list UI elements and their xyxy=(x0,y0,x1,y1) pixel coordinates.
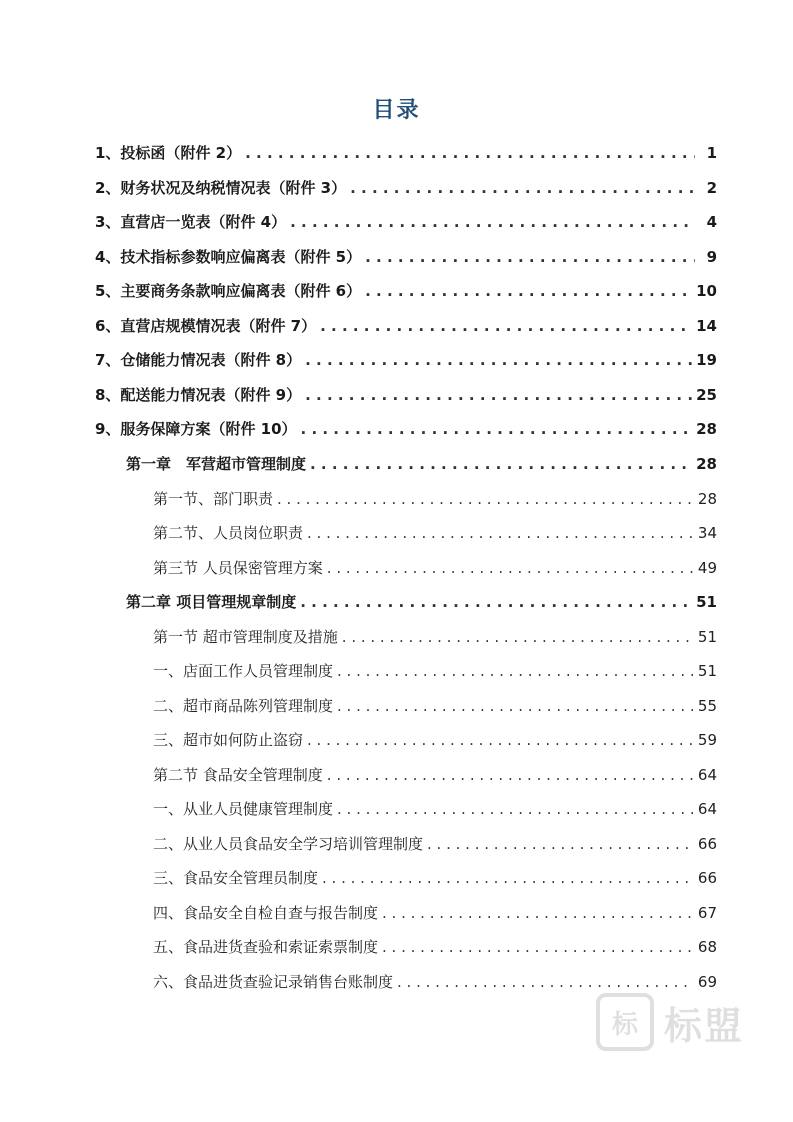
dot-leader xyxy=(327,766,694,784)
dot-leader xyxy=(337,697,694,715)
toc-entry-page: 66 xyxy=(697,835,717,853)
dot-leader xyxy=(305,351,692,369)
toc-entry-label: 六、食品进货查验记录销售台账制度 xyxy=(153,973,394,991)
toc-section[interactable] xyxy=(153,695,717,719)
toc-entry-page: 10 xyxy=(696,282,717,300)
dot-leader xyxy=(327,559,694,577)
toc-entry-page: 68 xyxy=(697,938,717,956)
toc-entry-label: 4、技术指标参数响应偏离表（附件 5） xyxy=(95,248,362,266)
toc-section[interactable] xyxy=(153,936,717,960)
toc-entry-label: 7、仓储能力情况表（附件 8） xyxy=(95,351,302,369)
toc-entry-page: 59 xyxy=(697,731,717,749)
toc-entry[interactable] xyxy=(95,142,717,166)
toc-entry[interactable] xyxy=(95,246,717,270)
toc-entry[interactable] xyxy=(95,384,717,408)
dot-leader xyxy=(350,179,695,197)
toc-entry-label: 一、店面工作人员管理制度 xyxy=(153,662,334,680)
toc-entry-label: 8、配送能力情况表（附件 9） xyxy=(95,386,302,404)
toc-entry-label: 第二节、人员岗位职责 xyxy=(153,524,304,542)
toc-entry-page: 28 xyxy=(696,455,717,473)
dot-leader xyxy=(365,282,692,300)
dot-leader xyxy=(382,904,694,922)
toc-entry-page: 55 xyxy=(697,697,717,715)
toc-entry-label: 三、食品安全管理员制度 xyxy=(153,869,319,887)
toc-entry-label: 二、超市商品陈列管理制度 xyxy=(153,697,334,715)
toc-section[interactable] xyxy=(153,833,717,857)
toc-entry[interactable] xyxy=(95,211,717,235)
toc-section[interactable] xyxy=(153,522,717,546)
toc-entry-label: 第三节 人员保密管理方案 xyxy=(153,559,323,577)
toc-entry-label: 6、直营店规模情况表（附件 7） xyxy=(95,317,317,335)
dot-leader xyxy=(427,835,694,853)
toc-section[interactable] xyxy=(153,557,717,581)
toc-entry-label: 第一章 军营超市管理制度 xyxy=(126,455,307,473)
toc-section[interactable] xyxy=(153,729,717,753)
dot-leader xyxy=(307,731,694,749)
toc-entry-label: 2、财务状况及纳税情况表（附件 3） xyxy=(95,179,347,197)
watermark-text: 标盟 xyxy=(664,1003,745,1048)
dot-leader xyxy=(277,490,694,508)
toc-entry[interactable] xyxy=(95,349,717,373)
toc-entry-label: 五、食品进货查验和索证索票制度 xyxy=(153,938,379,956)
toc-entry[interactable] xyxy=(95,177,717,201)
toc-entry-label: 第一节、部门职责 xyxy=(153,490,274,508)
toc-entry-page: 1 xyxy=(706,144,717,162)
toc-chapter[interactable] xyxy=(126,453,717,477)
dot-leader xyxy=(290,213,695,231)
dot-leader xyxy=(307,524,694,542)
dot-leader xyxy=(397,973,694,991)
toc-entry-page: 2 xyxy=(706,179,717,197)
toc-section[interactable] xyxy=(153,764,717,788)
toc-entry-page: 51 xyxy=(697,662,717,680)
dot-leader xyxy=(300,593,692,611)
toc-entry-label: 四、食品安全自检自查与报告制度 xyxy=(153,904,379,922)
toc-entry-page: 4 xyxy=(706,213,717,231)
toc-section[interactable] xyxy=(153,798,717,822)
watermark-icon: 标 xyxy=(596,993,654,1051)
toc-entry-page: 51 xyxy=(696,593,717,611)
dot-leader xyxy=(342,628,694,646)
toc-entry-page: 51 xyxy=(697,628,717,646)
dot-leader xyxy=(320,317,692,335)
toc-chapter[interactable] xyxy=(126,591,717,615)
toc-section[interactable] xyxy=(153,902,717,926)
toc-entry-page: 49 xyxy=(697,559,717,577)
toc-entry-label: 1、投标函（附件 2） xyxy=(95,144,242,162)
toc-entry-label: 第一节 超市管理制度及措施 xyxy=(153,628,338,646)
toc-entry-page: 19 xyxy=(696,351,717,369)
toc-entry-page: 67 xyxy=(697,904,717,922)
toc-entry-page: 25 xyxy=(696,386,717,404)
toc-section[interactable] xyxy=(153,626,717,650)
toc-entry-page: 64 xyxy=(697,766,717,784)
toc-entry-label: 5、主要商务条款响应偏离表（附件 6） xyxy=(95,282,362,300)
toc-entry[interactable] xyxy=(95,280,717,304)
toc-entry-page: 69 xyxy=(697,973,717,991)
toc-entry-label: 第二节 食品安全管理制度 xyxy=(153,766,323,784)
toc-entry-page: 28 xyxy=(697,490,717,508)
dot-leader xyxy=(310,455,692,473)
dot-leader xyxy=(305,386,692,404)
toc-entry[interactable] xyxy=(95,315,717,339)
dot-leader xyxy=(365,248,695,266)
toc-entry-label: 3、直营店一览表（附件 4） xyxy=(95,213,287,231)
toc-entry[interactable] xyxy=(95,418,717,442)
toc-section[interactable] xyxy=(153,488,717,512)
dot-leader xyxy=(301,420,693,438)
toc-entry-page: 34 xyxy=(697,524,717,542)
watermark-logo xyxy=(596,990,766,1054)
toc-entry-label: 一、从业人员健康管理制度 xyxy=(153,800,334,818)
toc-entry-page: 14 xyxy=(696,317,717,335)
toc-section[interactable] xyxy=(153,867,717,891)
toc-entry-label: 二、从业人员食品安全学习培训管理制度 xyxy=(153,835,424,853)
toc-entry-label: 第二章 项目管理规章制度 xyxy=(126,593,297,611)
dot-leader xyxy=(337,800,694,818)
toc-entry-page: 64 xyxy=(697,800,717,818)
dot-leader xyxy=(337,662,694,680)
toc-section[interactable] xyxy=(153,660,717,684)
toc-entry-page: 28 xyxy=(696,420,717,438)
toc-entry-page: 66 xyxy=(697,869,717,887)
dot-leader xyxy=(382,938,694,956)
toc-title: 目录 xyxy=(372,98,421,123)
toc-entry-label: 9、服务保障方案（附件 10） xyxy=(95,420,297,438)
toc-entry-label: 三、超市如何防止盗窃 xyxy=(153,731,304,749)
toc-entry-page: 9 xyxy=(706,248,717,266)
dot-leader xyxy=(245,144,695,162)
dot-leader xyxy=(322,869,694,887)
